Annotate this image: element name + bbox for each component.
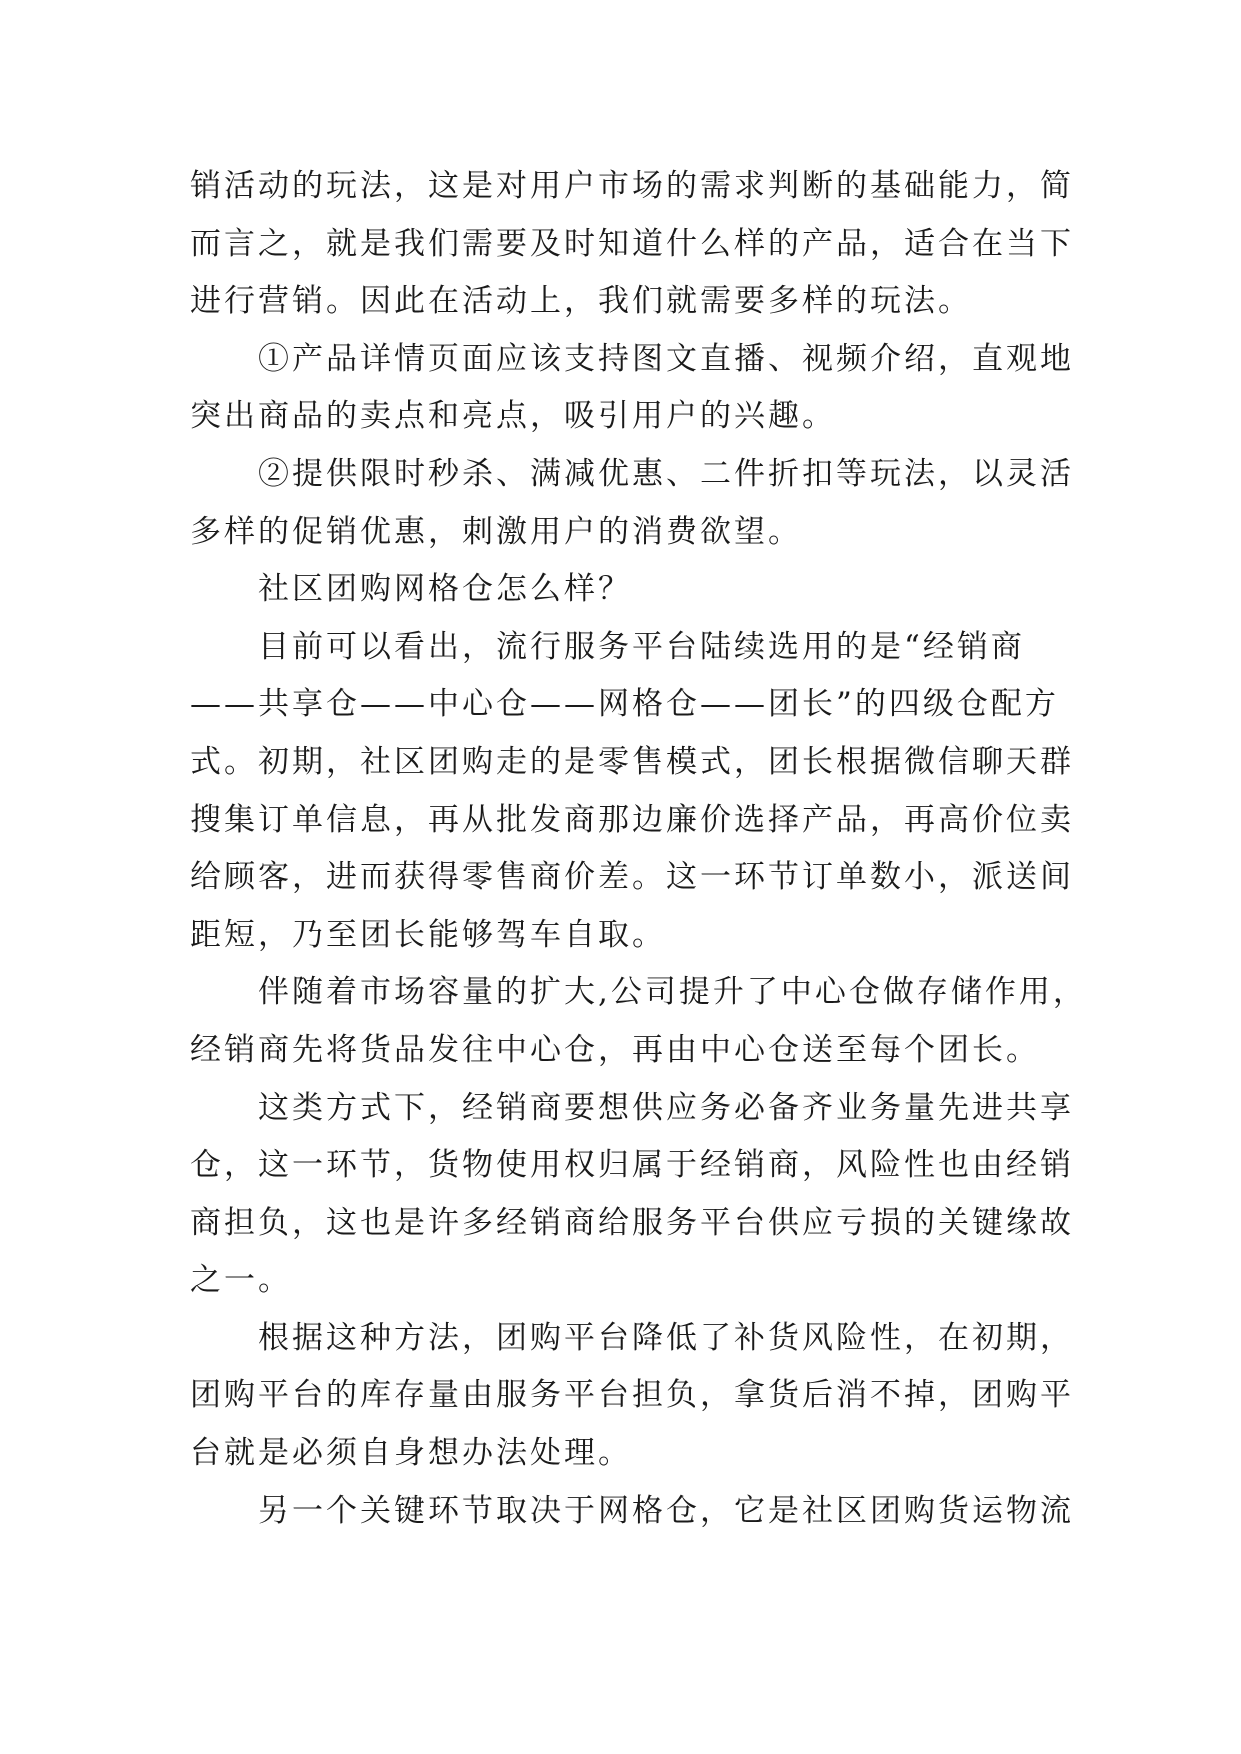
text-line: 给顾客，进而获得零售商价差。这一环节订单数小，派送间 [190, 859, 1074, 896]
text-line: 商担负，这也是许多经销商给服务平台供应亏损的关键缘故 [190, 1204, 1074, 1241]
paragraph [190, 1483, 1074, 1541]
text-line: 另一个关键环节取决于网格仓，它是社区团购货运物流 [258, 1492, 1074, 1529]
text-line: 团购平台的库存量由服务平台担负，拿货后消不掉，团购平 [190, 1377, 1074, 1414]
text-line: 搜集订单信息，再从批发商那边廉价选择产品，再高价位卖 [190, 801, 1074, 838]
text-line: 突出商品的卖点和亮点，吸引用户的兴趣。 [190, 398, 836, 435]
paragraph [190, 619, 1074, 965]
paragraph [190, 331, 1074, 446]
text-line: 进行营销。因此在活动上，我们就需要多样的玩法。 [190, 283, 972, 320]
text-line: 伴随着市场容量的扩大,公司提升了中心仓做存储作用， [258, 974, 1087, 1011]
paragraph [190, 446, 1074, 561]
text-line: 目前可以看出，流行服务平台陆续选用的是“经销商 [258, 628, 1025, 665]
text-line: 之一。 [190, 1262, 292, 1299]
text-line: 仓，这一环节，货物使用权归属于经销商，风险性也由经销 [190, 1147, 1074, 1184]
text-line: 而言之，就是我们需要及时知道什么样的产品，适合在当下 [190, 225, 1074, 262]
text-line: 社区团购网格仓怎么样？ [258, 571, 632, 608]
paragraph [190, 964, 1087, 1079]
text-line: ——共享仓——中心仓——网格仓——团长”的四级仓配方 [190, 686, 1059, 723]
text-line: 距短，乃至团长能够驾车自取。 [190, 916, 666, 953]
text-line: 销活动的玩法，这是对用户市场的需求判断的基础能力，简 [190, 168, 1074, 204]
paragraph [190, 1080, 1074, 1310]
document-body [190, 158, 1087, 1540]
paragraph [190, 158, 1074, 331]
text-line: 式。初期，社区团购走的是零售模式，团长根据微信聊天群 [190, 743, 1074, 780]
text-line: 多样的促销优惠，刺激用户的消费欲望。 [190, 513, 802, 550]
text-line: 根据这种方法，团购平台降低了补货风险性，在初期， [258, 1319, 1074, 1356]
text-line: ①产品详情页面应该支持图文直播、视频介绍，直观地 [258, 340, 1074, 377]
text-line: 台就是必须自身想办法处理。 [190, 1435, 632, 1472]
text-line: 经销商先将货品发往中心仓，再由中心仓送至每个团长。 [190, 1031, 1040, 1068]
text-line: ②提供限时秒杀、满减优惠、二件折扣等玩法，以灵活 [258, 455, 1074, 492]
paragraph [190, 1310, 1074, 1483]
text-line: 这类方式下，经销商要想供应务必备齐业务量先进共享 [258, 1089, 1074, 1126]
paragraph [190, 561, 1062, 619]
